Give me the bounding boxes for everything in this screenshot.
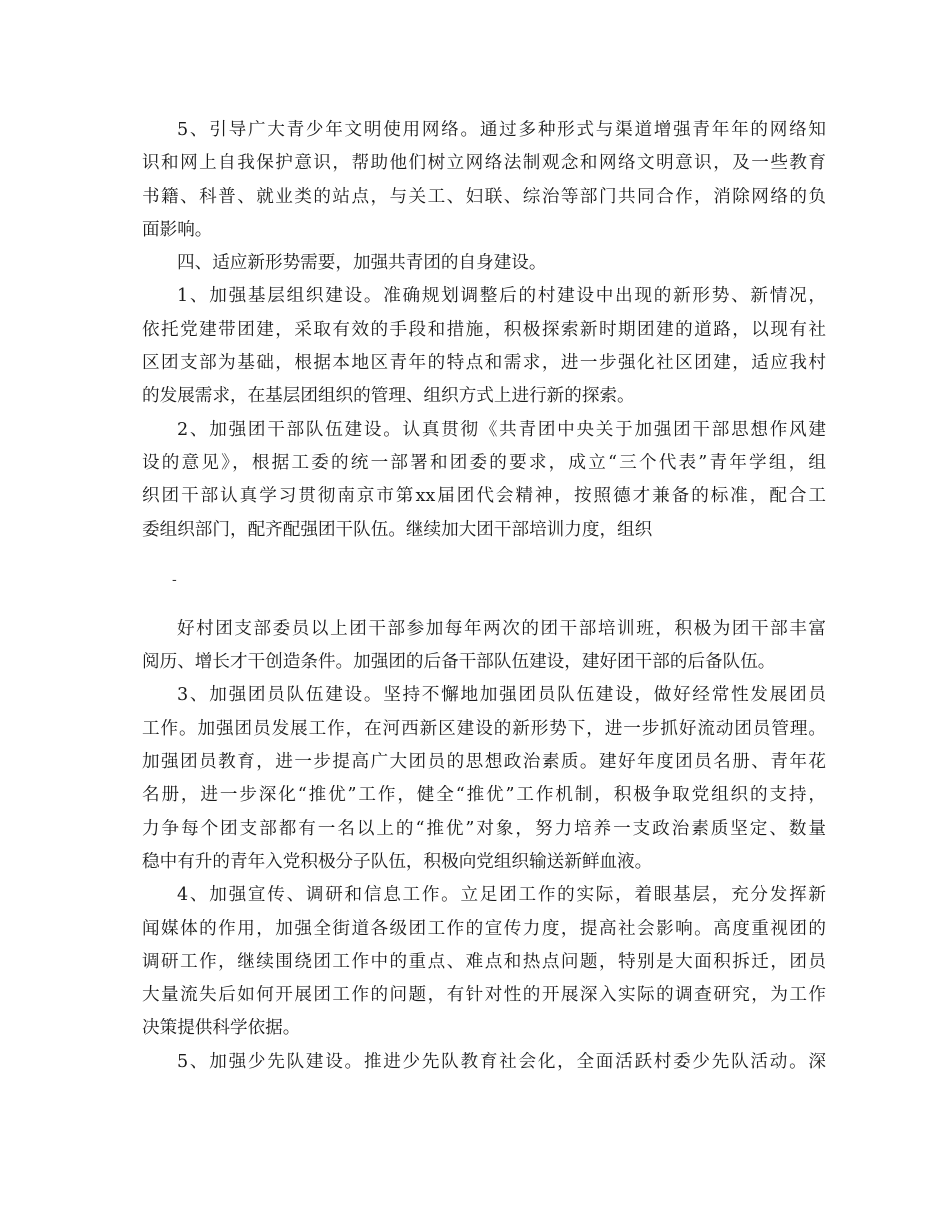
- text-line: 4、加强宣传、调研和信息工作。立足团工作的实际，着眼基层，充分发挥新: [177, 885, 826, 906]
- text-line: 名册，进一步深化“推优”工作，健全“推优”工作机制，积极争取党组织的支持，: [142, 785, 826, 806]
- text-line: 的发展需求，在基层团组织的管理、组织方式上进行新的探索。: [142, 386, 635, 407]
- text-line: 稳中有升的青年入党积极分子队伍，积极向党组织输送新鲜血液。: [142, 851, 653, 872]
- body-section-before-break: [142, 114, 826, 547]
- text-line: 5、加强少先队建设。推进少先队教育社会化，全面活跃村委少先队活动。深: [177, 1051, 826, 1072]
- text-line: 委组织部门，配齐配强团干队伍。继续加大团干部培训力度，组织: [142, 519, 653, 540]
- text-line: 工作。加强团员发展工作，在河西新区建设的新形势下，进一步抓好流动团员管理。: [142, 718, 826, 739]
- text-line: 四、适应新形势需要，加强共青团的自身建设。: [177, 253, 547, 274]
- text-line: 1、加强基层组织建设。准确规划调整后的村建设中出现的新形势、新情况，: [177, 286, 826, 307]
- text-line: 3、加强团员队伍建设。坚持不懈地加强团员队伍建设，做好经常性发展团员: [177, 685, 826, 706]
- text-line: 阅历、增长才干创造条件。加强团的后备干部队伍建设，建好团干部的后备队伍。: [142, 652, 776, 673]
- text-line: 力争每个团支部都有一名以上的“推优”对象，努力培养一支政治素质坚定、数量: [142, 818, 826, 839]
- text-line: 2、加强团干部队伍建设。认真贯彻《共青团中央关于加强团干部思想作风建: [177, 419, 826, 440]
- text-line: 书籍、科普、就业类的站点，与关工、妇联、综治等部门共同合作，消除网络的负: [142, 186, 826, 207]
- text-line: 闻媒体的作用，加强全街道各级团工作的宣传力度，提高社会影响。高度重视团的: [142, 918, 826, 939]
- text-line: 面影响。: [142, 219, 213, 240]
- body-section-after-break: [142, 613, 826, 1079]
- text-line: 区团支部为基础，根据本地区青年的特点和需求，进一步强化社区团建，适应我村: [142, 353, 826, 374]
- document-body: [142, 114, 826, 1079]
- page-break-mark: -: [172, 571, 177, 588]
- text-line: 5、引导广大青少年文明使用网络。通过多种形式与渠道增强青年年的网络知: [177, 120, 826, 140]
- text-line: 大量流失后如何开展团工作的问题，有针对性的开展深入实际的调查研究，为工作: [142, 985, 826, 1006]
- text-line: 织团干部认真学习贯彻南京市第xx届团代会精神，按照德才兼备的标准，配合工: [142, 486, 826, 507]
- text-line: 决策提供科学依据。: [142, 1018, 301, 1039]
- text-line: 依托党建带团建，采取有效的手段和措施，积极探索新时期团建的道路，以现有社: [142, 319, 826, 340]
- text-line: 加强团员教育，进一步提高广大团员的思想政治素质。建好年度团员名册、青年花: [142, 752, 826, 773]
- text-line: 识和网上自我保护意识，帮助他们树立网络法制观念和网络文明意识，及一些教育: [142, 153, 826, 174]
- text-line: 设的意见》，根据工委的统一部署和团委的要求，成立“三个代表”青年学组，组: [142, 452, 826, 473]
- text-line: 好村团支部委员以上团干部参加每年两次的团干部培训班，积极为团干部丰富: [177, 618, 826, 639]
- text-line: 调研工作，继续围绕团工作中的重点、难点和热点问题，特别是大面积拆迁，团员: [142, 951, 826, 972]
